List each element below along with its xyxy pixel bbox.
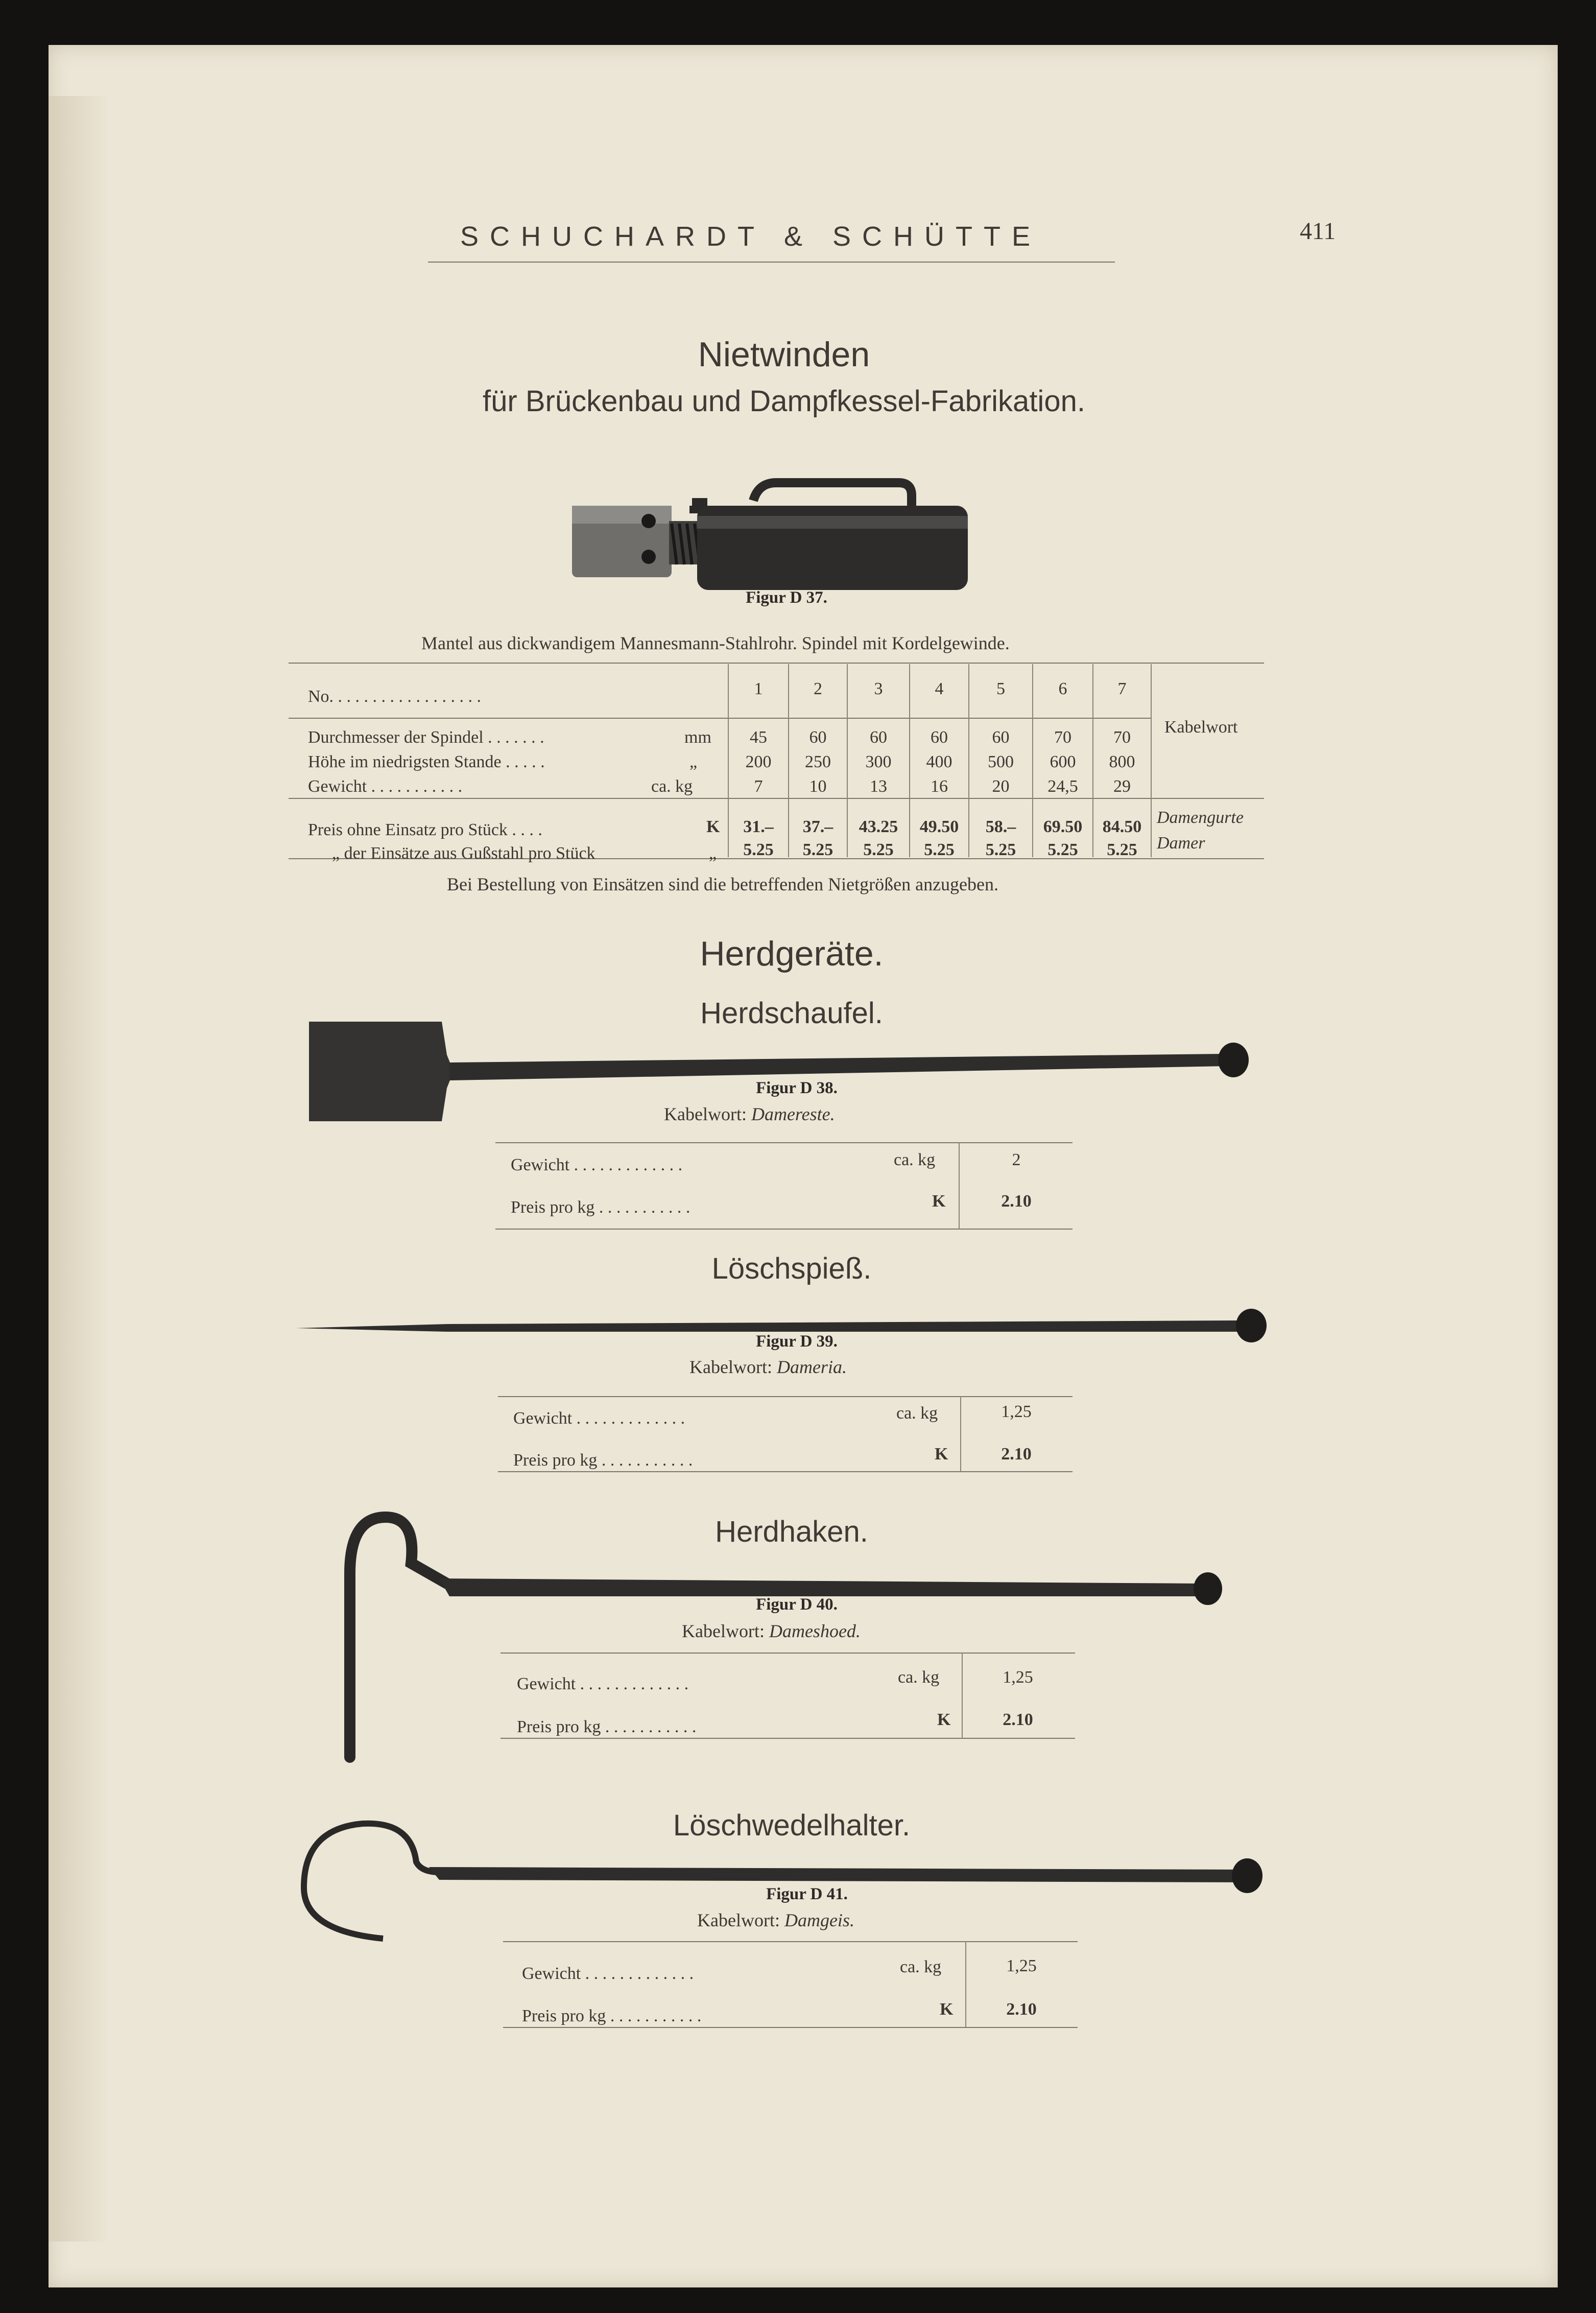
loeschwedelhalter-weight: 1,25 [1006, 1956, 1037, 1975]
nietwinden-description: Mantel aus dickwandigem Mannesmann-Stahlrohr. Spindel mit Kordelgewinde. [421, 633, 1010, 653]
table-cell: 300 [865, 752, 892, 771]
table-cell: 60 [870, 728, 887, 747]
swab-holder-illustration [296, 1811, 1267, 1954]
row-gewicht-label: Gewicht . . . . . . . . . . . [308, 777, 463, 796]
loeschspiess-kabelwort [689, 1356, 847, 1378]
page-gutter-shadow [49, 96, 110, 2241]
table-cell: 5.25 [743, 840, 774, 859]
header-rule [428, 262, 1115, 263]
figure-d37-caption: Figur D 37. [746, 588, 827, 607]
riveting-jack-illustration [572, 455, 981, 593]
loeschspiess-weight: 1,25 [1001, 1402, 1032, 1421]
table-cell: 70 [1054, 728, 1071, 747]
herdgeraete-title: Herdgeräte. [700, 934, 884, 973]
loeschwedelhalter-title: Löschwedelhalter. [673, 1809, 911, 1842]
row-hoehe-unit: „ [689, 752, 698, 771]
loeschwedelhalter-kabelwort [697, 1909, 854, 1931]
table-cell: 5.25 [1107, 840, 1137, 859]
figure-d38-caption: Figur D 38. [756, 1079, 838, 1097]
loeschspiess-weight-label: Gewicht . . . . . . . . . . . . . [513, 1409, 685, 1428]
table-cell: 45 [750, 728, 767, 747]
col-no-2: 2 [814, 679, 822, 698]
inserts-row-unit: „ [709, 844, 717, 863]
kabelwort-label: Kabelwort: [689, 1357, 772, 1377]
herdhaken-price: 2.10 [1003, 1710, 1033, 1729]
kabelwort-damengurte: Damengurte [1157, 808, 1244, 827]
page-number: 411 [1300, 218, 1336, 245]
table-cell: 58.– [985, 817, 1016, 836]
kabelwort-damer: Damer [1157, 834, 1205, 853]
herdhaken-weight-unit: ca. kg [898, 1668, 940, 1687]
kabelwort-value: Dameria. [776, 1357, 847, 1377]
table-cell: 29 [1113, 777, 1131, 796]
table-cell: 5.25 [1047, 840, 1078, 859]
kabelwort-value: Damereste. [751, 1104, 835, 1124]
herdschaufel-title: Herdschaufel. [700, 997, 883, 1030]
table-cell: 60 [931, 728, 948, 747]
herdschaufel-kabelwort [664, 1103, 835, 1125]
table-cell: 250 [805, 752, 831, 771]
herdschaufel-price-label: Preis pro kg . . . . . . . . . . . [511, 1198, 690, 1217]
kabelwort-label: Kabelwort: [682, 1621, 765, 1641]
loeschwedelhalter-weight-label: Gewicht . . . . . . . . . . . . . [522, 1964, 694, 1983]
kabelwort-value: Damgeis. [784, 1910, 854, 1930]
price-row-label: Preis ohne Einsatz pro Stück . . . . [308, 820, 542, 839]
nietwinden-title: Nietwinden [698, 335, 870, 374]
loeschwedelhalter-price-label: Preis pro kg . . . . . . . . . . . [522, 2007, 702, 2025]
kabelwort-label: Kabelwort: [697, 1910, 780, 1930]
table-cell: 49.50 [919, 817, 959, 836]
table-cell: 10 [809, 777, 827, 796]
loeschspiess-weight-unit: ca. kg [896, 1404, 938, 1423]
herdschaufel-weight-unit: ca. kg [894, 1150, 936, 1169]
kabelwort-value: Dameshoed. [769, 1621, 861, 1641]
table-cell: 5.25 [802, 840, 833, 859]
table-cell: 600 [1050, 752, 1076, 771]
herdhaken-title: Herdhaken. [715, 1515, 868, 1548]
table-cell: 70 [1113, 728, 1131, 747]
herdhaken-weight-label: Gewicht . . . . . . . . . . . . . [517, 1674, 689, 1693]
loeschwedelhalter-price-unit: K [940, 2000, 954, 2019]
col-no-7: 7 [1117, 679, 1127, 698]
table-cell: 7 [754, 777, 763, 796]
loeschspiess-title: Löschspieß. [711, 1252, 872, 1285]
herdschaufel-price: 2.10 [1001, 1192, 1032, 1211]
brand-header: SCHUCHARDT & SCHÜTTE [460, 221, 1042, 252]
table-cell: 5.25 [863, 840, 894, 859]
table-cell: 20 [992, 777, 1010, 796]
table-mid-rule [289, 798, 1264, 799]
loeschwedelhalter-weight-unit: ca. kg [900, 1957, 942, 1976]
kabelwort-header: Kabelwort [1164, 718, 1238, 737]
table-cell: 500 [988, 752, 1014, 771]
loeschspiess-price-label: Preis pro kg . . . . . . . . . . . [513, 1451, 693, 1470]
table-cell: 800 [1109, 752, 1135, 771]
herdschaufel-weight: 2 [1012, 1150, 1021, 1169]
table-cell: 24,5 [1047, 777, 1078, 796]
order-note: Bei Bestellung von Einsätzen sind die betreffenden Nietgrößen anzugeben. [447, 874, 998, 894]
table-cell: 16 [931, 777, 948, 796]
table-cell: 37.– [802, 817, 833, 836]
table-cell: 400 [926, 752, 952, 771]
table-top-rule [289, 663, 1264, 664]
loeschspiess-price-unit: K [935, 1445, 948, 1464]
nietwinden-subtitle: für Brückenbau und Dampfkessel-Fabrikation. [483, 385, 1085, 418]
row-gewicht-unit: ca. kg [651, 777, 693, 796]
herdhaken-price-unit: K [937, 1710, 951, 1729]
figure-d40-caption: Figur D 40. [756, 1595, 838, 1614]
table-cell: 69.50 [1043, 817, 1083, 836]
table-cell: 43.25 [859, 817, 898, 836]
figure-d41-caption: Figur D 41. [766, 1885, 848, 1903]
table-cell: 60 [809, 728, 827, 747]
col-no-3: 3 [874, 679, 883, 698]
table-cell: 5.25 [924, 840, 955, 859]
loeschspiess-price: 2.10 [1001, 1445, 1032, 1464]
table-cell: 84.50 [1102, 817, 1142, 836]
herdhaken-kabelwort [682, 1620, 861, 1642]
herdhaken-weight: 1,25 [1003, 1668, 1033, 1687]
kabelwort-label: Kabelwort: [664, 1104, 747, 1124]
table-cell: 13 [870, 777, 887, 796]
row-durchmesser-unit: mm [684, 728, 711, 747]
col-no-5: 5 [996, 679, 1005, 698]
loeschwedelhalter-price: 2.10 [1006, 2000, 1037, 2019]
row-hoehe-label: Höhe im niedrigsten Stande . . . . . [308, 752, 545, 771]
table-cell: 200 [745, 752, 772, 771]
row-durchmesser-label: Durchmesser der Spindel . . . . . . . [308, 728, 544, 747]
inserts-row-label: „ der Einsätze aus Gußstahl pro Stück [332, 844, 595, 863]
col-no-6: 6 [1058, 679, 1067, 698]
herdschaufel-price-unit: K [932, 1192, 946, 1211]
figure-d39-caption: Figur D 39. [756, 1332, 838, 1351]
herdschaufel-weight-label: Gewicht . . . . . . . . . . . . . [511, 1155, 683, 1174]
col-no-4: 4 [935, 679, 944, 698]
table-cell: 31.– [743, 817, 774, 836]
herdhaken-price-label: Preis pro kg . . . . . . . . . . . [517, 1717, 697, 1736]
no-label: No. . . . . . . . . . . . . . . . . . [308, 687, 482, 706]
table-cell: 5.25 [985, 840, 1016, 859]
table-cell: 60 [992, 728, 1010, 747]
price-row-unit: K [706, 817, 720, 836]
table-header-rule [289, 718, 1152, 719]
col-no-1: 1 [754, 679, 763, 698]
